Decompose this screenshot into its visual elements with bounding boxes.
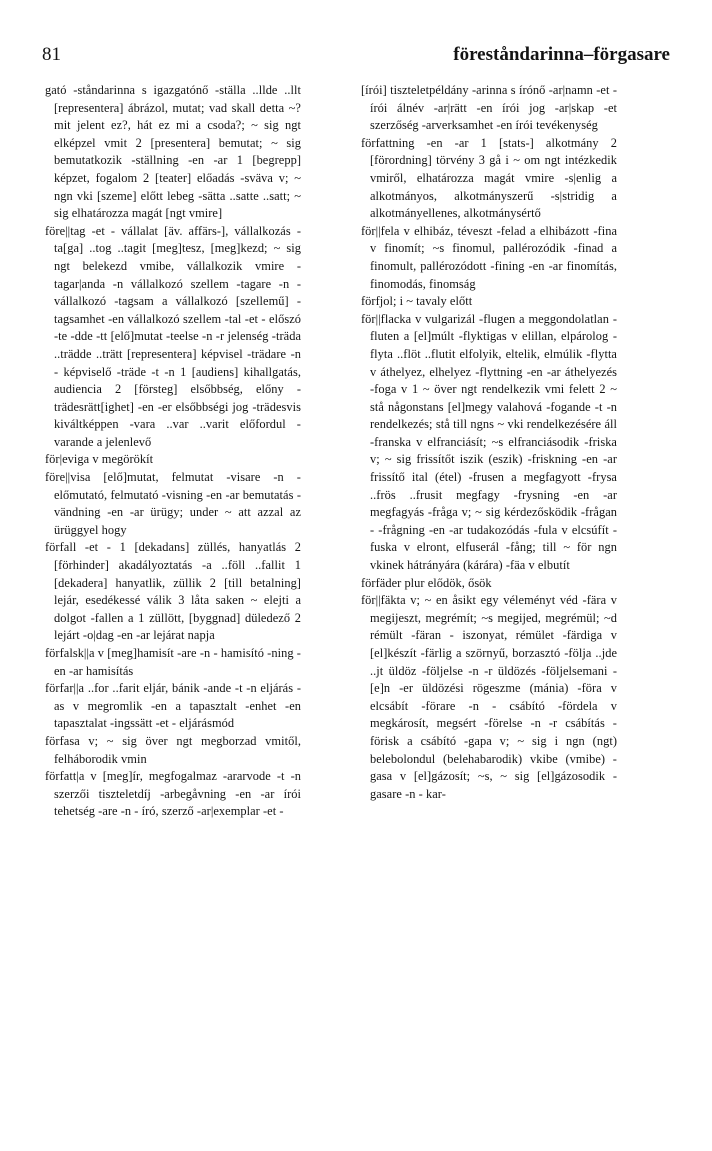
dictionary-entry: för||fäkta v; ~ en åsikt egy véleményt véd -fära v megijeszt, megrémít; ~s megijed, megrémül; ~d rémült -färan - iszonyat, rémület -färdiga v [el]készít -färlig a szörnyű, borzasztó -följa ..jde ..jt üldöz -följelse -n -r üldözés -följelsemani -[e]n -er üldözési rögeszme (mánia) -föra v elcsábít -förare -n - csábító -fördela v megkárosít, megsért -förelse -n -r csábítás -förisk a csábító -gapa v; ~ sig i ngn (ngt) belebolondul (belehabarodik) vkibe (vmibe) -gasa v [el]gázosít; ~s, ~ sig [el]gázosodik -gasare -n - kar- <box>361 593 617 801</box>
running-head: föreståndarinna–förgasare <box>453 44 670 65</box>
dictionary-entry: för|eviga v megörökít <box>45 452 154 467</box>
page-number: 81 <box>42 44 61 65</box>
dictionary-entry: [írói] tiszteletpéldány -arinna s írónő -ar|namn -et - írói álnév -ar|rätt -en írói jog -ar|skap -et szerzőség -arverksamhet -en írói tevékenység <box>361 83 617 133</box>
dictionary-entry: förfalsk||a v [meg]hamisít -are -n - hamisító -ning -en -ar hamisítás <box>45 646 301 678</box>
dictionary-entry: förfasa v; ~ sig över ngt megborzad vmitől, felháborodik vmin <box>45 733 301 766</box>
dictionary-entry: förfall -et - 1 [dekadans] züllés, hanyatlás 2 [förhinder] akadályoztatás -a ..föll ..fallit 1 [dekadera] hanyatlik, züllik 2 [till betalning] lejár, esedékessé válik 3 låta saken ~ elejti a dolgot -fallen a 1 züllött, [byggnad] düledező 2 lejárt -o|dag -en -ar lejárat napja <box>45 540 301 643</box>
dictionary-entry: gató -ståndarinna s igazgatónő -ställa ..llde ..llt [representera] ábrázol, mutat; vad skall detta ~? mit jelent ez?, hát ez mi a csoda?; ~ sig ngt elképzel vmit 2 [presentera] bemutat; ~ sig bemutatkozik -ställning -en -ar 1 [begrepp] képzet, fogalom 2 [teater] előadás -sväva v; ~ ngn vki [szeme] előtt lebeg -sätta ..satte ..satt; ~ sig elhatározza magát [ngt vmire] <box>45 83 301 221</box>
dictionary-entry: för||flacka v vulgarizál -flugen a meggondolatlan -fluten a [el]múlt -flyktigas v elillan, elpárolog -flyta ..flöt ..flutit elfolyik, eltelik, elmúlik -flytta v áthelyez, elhelyez -flyttning -en -ar áthelyezés -foga v 1 ~ över ngt rendelkezik vmi felett 2 ~ stå någonstans [el]megy valahová -fogande -t -n rendelkezés; stå till ngns ~ vki rendelkezésére áll -franska v elfranciásít; ~s elfranciásodik -friska v; ~ sig frissítőt iszik (eszik) -friskning -en -ar frissítő ital (étel) -frusen a megfagyott -frysa ..frös ..frusit megfagy -frysning -en -ar megfagyás -fråga v; ~ sig kérdezősködik -frågan - -frågning -en -ar tudakozódás -fula v elcsúfít -fuska v elront, elfuserál -fång; till ~ för ngn vkinek hátrányára (kárára) -fäa v elbutít <box>361 311 617 573</box>
dictionary-entry: författ|a v [meg]ír, megfogalmaz -ararvode -t -n szerzői tiszteletdíj -arbegåvning -en -ar írói tehetség -are -n - író, szerző -ar|exemplar -et - <box>45 769 301 819</box>
page-header <box>40 44 670 72</box>
dictionary-entry: förfäder plur elődök, ősök <box>361 575 492 590</box>
left-column <box>45 82 301 821</box>
dictionary-entry: före||tag -et - vállalat [äv. affärs-], vállalkozás -ta[ga] ..tog ..tagit [meg]tesz, [meg]kezd; ~ sig ngt belekezd vmibe, vállalkozik vmire -tagar|anda -n vállalkozó szellem -tagare -n - vállalkozó -tagsam a vállalkozó [szellemű] -tagsamhet -en vállalkozó szellem -tal -et - előszó -te -dde -tt [elő]mutat -teelse -n -r jelenség -träda ..trädde ..trätt [representera] képvisel -trädare -n - képviselő -träde -t -n 1 [audiens] kihallgatás, audiencia 2 [försteg] elsőbbség, előny -trädesrätt[ighet] -en -er elsőbbségi jog -trädesvis kiváltképpen -vara ..var ..varit előfordul -varande a jelenlevő <box>45 223 301 449</box>
dictionary-entry: före||visa [elő]mutat, felmutat -visare -n - előmutató, felmutató -visning -en -ar bemutatás -vändning -en -ar ürügy; under ~ att azzal az ürüggyel hogy <box>45 470 301 537</box>
dictionary-entry: förfjol; i ~ tavaly előtt <box>361 294 473 309</box>
right-column <box>361 82 617 803</box>
dictionary-entry: författning -en -ar 1 [stats-] alkotmány 2 [förordning] törvény 3 gå i ~ om ngt intézkedik vmiről, elhatározza magát vmire -s|enlig a alkotmányos, alkotmányszerű -s|stridig a alkotmányellenes, alkotmánysértő <box>361 135 617 221</box>
dictionary-entry: förfar||a ..for ..farit eljár, bánik -ande -t -n eljárás -as v megromlik -en a tapasztalt -enhet -en tapasztalat -ingssätt -et - eljárásmód <box>45 681 301 731</box>
dictionary-entry: för||fela v elhibáz, téveszt -felad a elhibázott -fina v finomít; ~s finomul, pallérozódik -finad a finomult, pallérozódott -fining -en -ar finomítás, finomodás, finomság <box>361 223 617 291</box>
